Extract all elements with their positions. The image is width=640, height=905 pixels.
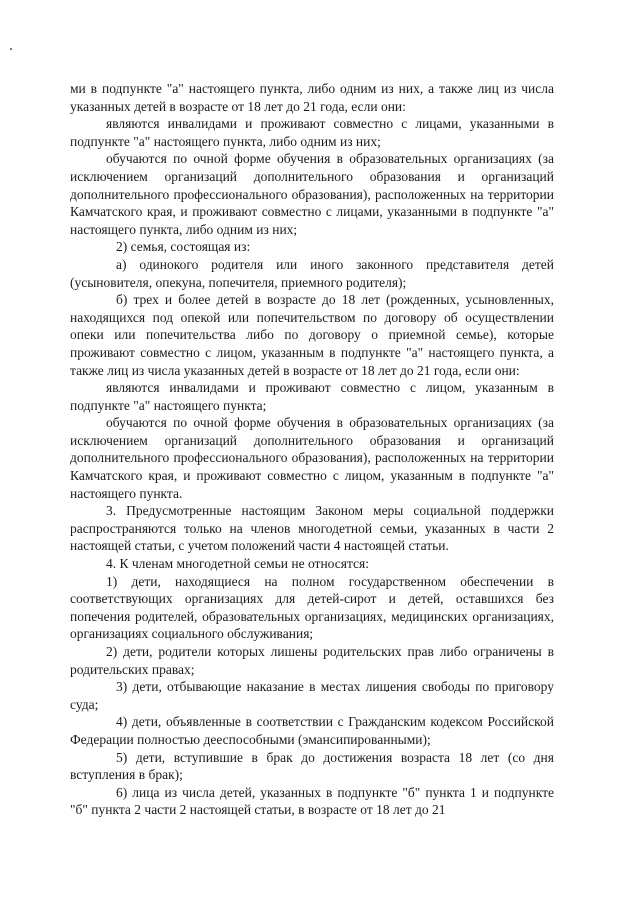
paragraph-continuation: ми в подпункте "а" настоящего пункта, либо одним из них, а также лиц из числа указанных детей в возрасте от 18 лет до 21 года, если они:	[70, 81, 554, 114]
paragraph-disabled-condition-2: являются инвалидами и проживают совместно с лицом, указанным в подпункте "а" настоящего пункта;	[70, 380, 554, 413]
scan-speck	[10, 48, 12, 50]
paragraph-exclusion-3: 3) дети, отбывающие наказание в местах лишения свободы по приговору суда;	[70, 679, 554, 712]
paragraph-exclusion-6: 6) лица из числа детей, указанных в подпункте "б" пункта 1 и подпункте "б" пункта 2 части 2 настоящей статьи, в возрасте от 18 лет до 21	[70, 784, 554, 818]
document-body	[70, 80, 554, 819]
paragraph-part-4: 4. К членам многодетной семьи не относятся:	[106, 556, 369, 572]
paragraph-exclusion-4: 4) дети, объявленные в соответствии с Гражданским кодексом Российской Федерации полностью дееспособными (эмансипированными);	[70, 714, 554, 747]
paragraph-disabled-condition: являются инвалидами и проживают совместно с лицами, указанными в подпункте "а" настоящего пункта, либо одним из них;	[70, 116, 554, 149]
paragraph-exclusion-1: 1) дети, находящиеся на полном государственном обеспечении в соответствующих организациях для детей-сирот и детей, оставшихся без попечения родителей, образовательных организациях, медицинских организациях, организациях социального обслуживания;	[70, 573, 554, 642]
paragraph-exclusion-5: 5) дети, вступившие в брак до достижения возраста 18 лет (со дня вступления в брак);	[70, 749, 554, 783]
paragraph-study-condition-2: обучаются по очной форме обучения в образовательных организациях (за исключением организаций дополнительного образования и организаций дополнительного профессионального образования), расположенных на территории Камчатского края, и проживают совместно с лицом, указанным в подпункте "а" настоящего пункта.	[70, 415, 554, 501]
paragraph-subitem-b: б) трех и более детей в возрасте до 18 лет (рожденных, усыновленных, находящихся под опекой или попечительством по договору об осуществлении опеки или попечительства либо по договору о приемной семье), которые проживают совместно с лицом, указанным в подпункте "а" настоящего пункта, а также лиц из числа указанных детей в возрасте от 18 лет до 21 года, если они:	[70, 292, 554, 378]
paragraph-subitem-a: а) одинокого родителя или иного законного представителя детей (усыновителя, опекуна, попечителя, приемного родителя);	[70, 256, 554, 290]
paragraph-study-condition: обучаются по очной форме обучения в образовательных организациях (за исключением организаций дополнительного образования и организаций дополнительного профессионального образования), расположенных на территории Камчатского края, и проживают совместно с лицами, указанными в подпункте "а" настоящего пункта, либо одним из них;	[70, 151, 554, 237]
paragraph-part-3: 3. Предусмотренные настоящим Законом меры социальной поддержки распространяются только на членов многодетной семьи, указанных в части 2 настоящей статьи, с учетом положений части 4 настоящей статьи.	[70, 503, 554, 554]
paragraph-item-2: 2) семья, состоящая из:	[116, 239, 251, 255]
paragraph-exclusion-2: 2) дети, родители которых лишены родительских прав либо ограничены в родительских правах;	[70, 644, 554, 677]
